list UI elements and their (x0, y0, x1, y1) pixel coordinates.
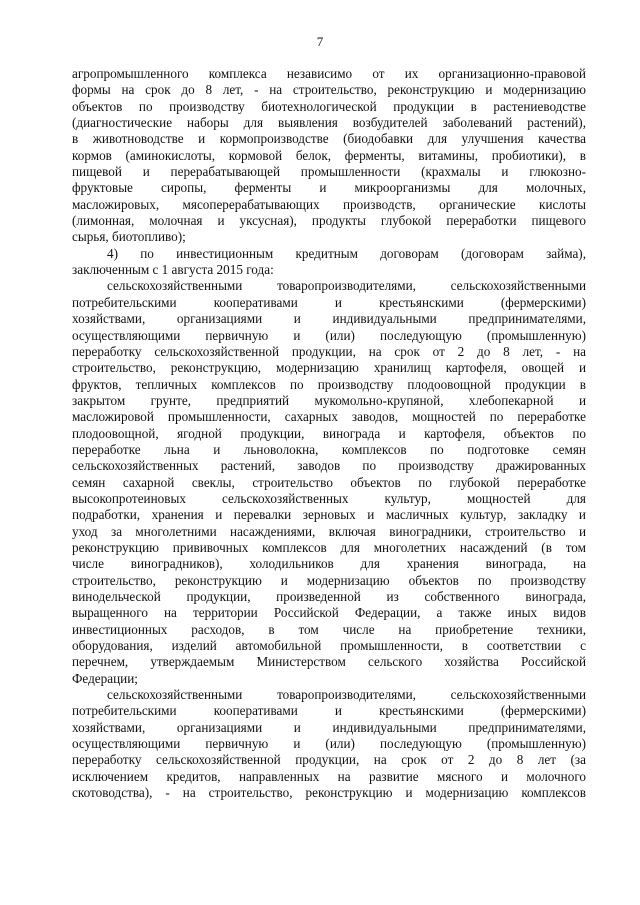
text-line: числе виноградников), холодильников для хранения винограда, на (72, 556, 586, 572)
text-line: Федерации; (72, 670, 138, 686)
text-line: хозяйствами, организациями и индивидуальными предпринимателями, (72, 719, 586, 735)
text-line: агропромышленного комплекса независимо от их организационно-правовой (72, 66, 586, 81)
text-line: оборудования, изделий автомобильной промышленности, в соответствии с (72, 638, 586, 654)
body-text (72, 66, 586, 801)
text-line: осуществляющими первичную и (или) последующую (промышленную) (72, 327, 586, 343)
text-line: 4) по инвестиционным кредитным договорам (договорам займа), (107, 245, 586, 261)
text-line: масложировых, мясоперерабатывающих производств, органические кислоты (72, 196, 586, 212)
page-number: 7 (316, 34, 324, 49)
text-line: переработку сельскохозяйственной продукции, на срок от 2 до 8 лет, - на (72, 343, 586, 359)
text-line: переработке льна и льноволокна, комплексов по подготовке семян (72, 441, 586, 457)
text-line: закрытом грунте, предприятий мукомольно-крупяной, хлебопекарной и (72, 392, 586, 408)
text-line: подработки, хранения и перевалки зерновых и масличных культур, закладку и (72, 507, 586, 523)
text-line: (диагностические наборы для выявления возбудителей заболеваний растений), (72, 115, 586, 131)
text-line: объектов по производству биотехнологической продукции в растениеводстве (72, 98, 586, 114)
text-line: сельскохозяйственных растений, заводов по производству дражированных (72, 458, 586, 474)
text-line: фруктов, тепличных комплексов по производству плодоовощной продукции в (72, 376, 586, 392)
text-line: строительство, реконструкцию, модернизацию хранилищ картофеля, овощей и (72, 360, 586, 376)
text-line: скотоводства), - на строительство, реконструкцию и модернизацию комплексов (72, 785, 586, 801)
text-line: сырья, биотопливо); (72, 229, 186, 245)
text-line: строительство, реконструкцию и модернизацию объектов по производству (72, 572, 586, 588)
text-line: сельскохозяйственными товаропроизводителями, сельскохозяйственными (107, 687, 586, 703)
text-line: осуществляющими первичную и (или) последующую (промышленную) (72, 736, 586, 752)
text-line: перечнем, утверждаемым Министерством сельского хозяйства Российской (72, 654, 586, 670)
text-line: семян сахарной свеклы, строительство объектов по глубокой переработке (72, 474, 586, 490)
text-line: высокопротеиновых сельскохозяйственных культур, мощностей для (72, 490, 586, 506)
text-line: уход за многолетними насаждениями, включая виноградники, строительство и (72, 523, 586, 539)
text-line: винодельческой продукции, произведенной из собственного винограда, (72, 589, 586, 604)
text-line: переработку сельскохозяйственной продукции, на срок от 2 до 8 лет (за (72, 752, 586, 768)
text-line: заключенным с 1 августа 2015 года: (72, 262, 274, 278)
text-line: пищевой и перерабатывающей промышленности (крахмалы и глюкозно- (72, 164, 586, 180)
text-line: масложировой промышленности, сахарных заводов, мощностей по переработке (72, 409, 586, 425)
text-line: потребительскими кооперативами и крестьянскими (фермерскими) (72, 294, 586, 310)
text-line: в животноводстве и кормопроизводстве (биодобавки для улучшения качества (72, 131, 586, 147)
text-line: фруктовые сиропы, ферменты и микроорганизмы для молочных, (72, 180, 586, 196)
text-line: формы на срок до 8 лет, - на строительство, реконструкцию и модернизацию (72, 82, 586, 98)
text-line: сельскохозяйственными товаропроизводителями, сельскохозяйственными (107, 278, 586, 294)
text-line: плодоовощной, ягодной продукции, винограда и картофеля, объектов по (72, 425, 586, 441)
text-line: (лимонная, молочная и уксусная), продукты глубокой переработки пищевого (72, 213, 586, 229)
text-line: инвестиционных расходов, в том числе на приобретение техники, (72, 621, 586, 637)
text-line: выращенного на территории Российской Федерации, а также иных видов (72, 605, 586, 621)
text-line: кормов (аминокислоты, кормовой белок, ферменты, витамины, пробиотики), в (72, 147, 586, 163)
text-line: потребительскими кооперативами и крестьянскими (фермерскими) (72, 703, 586, 719)
text-line: исключением кредитов, направленных на развитие мясного и молочного (72, 768, 586, 784)
text-line: хозяйствами, организациями и индивидуальными предпринимателями, (72, 311, 586, 327)
text-line: реконструкцию прививочных комплексов для многолетних насаждений (в том (72, 539, 586, 555)
